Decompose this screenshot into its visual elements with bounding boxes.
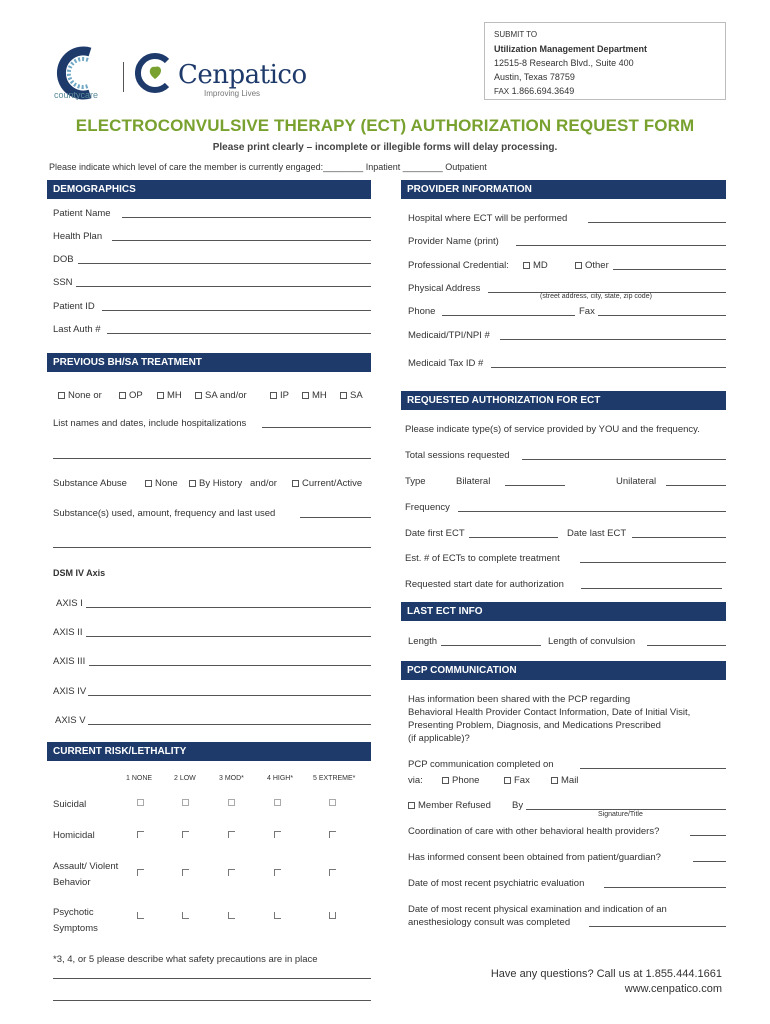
by-label: By [512, 800, 524, 811]
substance-used-label: Substance(s) used, amount, frequency and last used [53, 508, 276, 519]
homicidal-none-checkbox[interactable] [137, 831, 144, 838]
ip-mh-checkbox[interactable] [302, 392, 309, 399]
axis-1-field[interactable] [86, 607, 371, 608]
psych-eval-field[interactable] [604, 887, 726, 888]
psychotic-none-checkbox[interactable] [137, 912, 144, 919]
homicidal-high-checkbox[interactable] [274, 831, 281, 838]
previous-treatment-header: PREVIOUS BH/SA TREATMENT [47, 353, 371, 372]
member-refused-option[interactable]: Member Refused [408, 800, 491, 811]
axis-5-field[interactable] [88, 724, 371, 725]
footer-questions: Have any questions? Call us at 1.855.444.1661 [490, 968, 722, 980]
op-mh-checkbox[interactable] [157, 392, 164, 399]
none-checkbox[interactable] [58, 392, 65, 399]
axis-4-field[interactable] [88, 695, 371, 696]
risk-level-3: 3 MOD* [219, 775, 244, 782]
bilateral-field[interactable] [505, 485, 565, 486]
previous-ip-mh-option[interactable]: MH [302, 390, 327, 401]
hospital-label: Hospital where ECT will be performed [408, 213, 568, 224]
type-label: Type [405, 476, 426, 487]
via-phone-option[interactable]: Phone [442, 775, 479, 786]
substance-current-option[interactable]: Current/Active [292, 478, 362, 489]
patient-id-label: Patient ID [53, 301, 95, 312]
risk-homicidal-label: Homicidal [53, 830, 95, 841]
submit-to-box [484, 22, 726, 100]
health-plan-label: Health Plan [53, 231, 103, 242]
assault-extreme-checkbox[interactable] [329, 869, 336, 876]
assault-none-checkbox[interactable] [137, 869, 144, 876]
npi-field[interactable] [500, 339, 726, 340]
date-last-field[interactable] [632, 537, 726, 538]
dob-label: DOB [53, 254, 74, 265]
date-last-label: Date last ECT [567, 528, 627, 539]
previous-op-mh-option[interactable]: MH [157, 390, 182, 401]
suicidal-mod-checkbox[interactable] [228, 799, 235, 806]
other-checkbox[interactable] [575, 262, 582, 269]
previous-ip-sa-option[interactable]: SA [340, 390, 363, 401]
op-sa-checkbox[interactable] [195, 392, 202, 399]
submit-address-2: Austin, Texas 78759 [494, 72, 575, 82]
provider-name-field[interactable] [516, 245, 726, 246]
patient-name-field[interactable] [122, 217, 371, 218]
risk-psychotic-label-2: Symptoms [53, 923, 98, 934]
axis-2-label: AXIS II [53, 627, 83, 638]
patient-id-field[interactable] [102, 310, 371, 311]
address-label: Physical Address [408, 283, 481, 294]
tax-id-label: Medicaid Tax ID # [408, 358, 484, 369]
logo-divider [123, 62, 124, 92]
phone-field[interactable] [442, 315, 575, 316]
cenpatico-wordmark: Cenpatico [178, 60, 307, 90]
via-mail-option[interactable]: Mail [551, 775, 578, 786]
list-hospitalizations-label: List names and dates, include hospitalizations [53, 418, 247, 429]
axis-2-field[interactable] [86, 636, 371, 637]
last-auth-field[interactable] [107, 333, 371, 334]
pcp-question-3: Presenting Problem, Diagnosis, and Medications Prescribed [408, 720, 661, 731]
date-first-field[interactable] [469, 537, 558, 538]
risk-assault-label-2: Behavior [53, 877, 91, 888]
length-field[interactable] [441, 645, 541, 646]
unilateral-label: Unilateral [616, 476, 657, 487]
suicidal-high-checkbox[interactable] [274, 799, 281, 806]
via-label: via: [408, 775, 423, 786]
member-refused-checkbox[interactable] [408, 802, 415, 809]
frequency-label: Frequency [405, 502, 450, 513]
substance-none-checkbox[interactable] [145, 480, 152, 487]
credential-label: Professional Credential: [408, 260, 509, 271]
ect-header: REQUESTED AUTHORIZATION FOR ECT [401, 391, 726, 410]
ip-sa-checkbox[interactable] [340, 392, 347, 399]
suicidal-extreme-checkbox[interactable] [329, 799, 336, 806]
ect-indicate-text: Please indicate type(s) of service provided by YOU and the frequency. [405, 424, 700, 435]
substance-none-option[interactable]: None [145, 478, 178, 489]
risk-level-5: 5 EXTREME* [313, 775, 356, 782]
via-fax-checkbox[interactable] [504, 777, 511, 784]
hospital-field[interactable] [588, 222, 726, 223]
unilateral-field[interactable] [666, 485, 726, 486]
pcp-question-4: (if applicable)? [408, 733, 470, 744]
dob-field[interactable] [78, 263, 371, 264]
cenpatico-logo-icon [135, 53, 175, 93]
homicidal-mod-checkbox[interactable] [228, 831, 235, 838]
form-title: ELECTROCONVULSIVE THERAPY (ECT) AUTHORIZATION REQUEST FORM [75, 116, 695, 135]
pcp-completed-field[interactable] [580, 768, 726, 769]
coordination-label: Coordination of care with other behavioral health providers? [408, 826, 660, 837]
homicidal-extreme-checkbox[interactable] [329, 831, 336, 838]
psych-eval-label: Date of most recent psychiatric evaluation [408, 878, 585, 889]
risk-precautions-note: *3, 4, or 5 please describe what safety precautions are in place [53, 954, 318, 965]
ssn-label: SSN [53, 277, 73, 288]
total-sessions-field[interactable] [522, 459, 726, 460]
substance-used-line-2[interactable] [53, 547, 371, 548]
health-plan-field[interactable] [112, 240, 371, 241]
form-subtitle: Please print clearly – incomplete or illegible forms will delay processing. [212, 142, 558, 153]
axis-4-label: AXIS IV [53, 686, 87, 697]
pcp-question-2: Behavioral Health Provider Contact Information, Date of Initial Visit, [408, 707, 691, 718]
submit-address-1: 12515-8 Research Blvd., Suite 400 [494, 58, 634, 68]
precautions-field-1[interactable] [53, 978, 371, 979]
substance-abuse-label: Substance Abuse [53, 478, 127, 489]
est-ects-field[interactable] [580, 562, 726, 563]
previous-none-option[interactable]: None or [58, 390, 102, 401]
risk-suicidal-label: Suicidal [53, 799, 87, 810]
npi-label: Medicaid/TPI/NPI # [408, 330, 490, 341]
fax-label: Fax [579, 306, 595, 317]
consent-field[interactable] [693, 861, 726, 862]
substance-current-checkbox[interactable] [292, 480, 299, 487]
physical-exam-label-1: Date of most recent physical examination and indication of an [408, 904, 667, 915]
axis-3-label: AXIS III [53, 656, 86, 667]
length-label: Length [408, 636, 438, 647]
psychotic-low-checkbox[interactable] [182, 912, 189, 919]
convulsion-field[interactable] [647, 645, 726, 646]
signature-hint: Signature/Title [598, 811, 643, 818]
ip-checkbox[interactable] [270, 392, 277, 399]
substance-history-option[interactable]: By History [189, 478, 242, 489]
previous-op-option[interactable]: OP [119, 390, 143, 401]
psychotic-mod-checkbox[interactable] [228, 912, 235, 919]
submit-fax: FAX 1.866.694.3649 [494, 86, 575, 96]
credential-other-field[interactable] [613, 269, 726, 270]
risk-level-2: 2 LOW [174, 775, 196, 782]
total-sessions-label: Total sessions requested [405, 450, 510, 461]
last-ect-header: LAST ECT INFO [401, 602, 726, 621]
physical-exam-field[interactable] [589, 926, 726, 927]
credential-other-option[interactable]: Other [575, 260, 609, 271]
risk-level-1: 1 NONE [126, 775, 153, 782]
pcp-header: PCP COMMUNICATION [401, 661, 726, 680]
credential-md-option[interactable]: MD [523, 260, 548, 271]
risk-assault-label: Assault/ Violent [53, 861, 119, 872]
previous-op-sa-option[interactable]: SA and/or [195, 390, 247, 401]
dsm-axis-heading: DSM IV Axis [53, 568, 106, 578]
level-of-care-line: Please indicate which level of care the member is currently engaged:________ Inpatient ________ Outpatient [49, 162, 487, 172]
coordination-field[interactable] [690, 835, 726, 836]
last-auth-label: Last Auth # [53, 324, 101, 335]
risk-header: CURRENT RISK/LETHALITY [47, 742, 371, 761]
assault-low-checkbox[interactable] [182, 869, 189, 876]
ssn-field[interactable] [76, 286, 371, 287]
submit-label: SUBMIT TO [494, 30, 538, 39]
date-first-label: Date first ECT [405, 528, 465, 539]
assault-mod-checkbox[interactable] [228, 869, 235, 876]
signature-field[interactable] [526, 809, 726, 810]
demographics-header: DEMOGRAPHICS [47, 180, 371, 199]
pcp-completed-label: PCP communication completed on [408, 759, 554, 770]
substance-used-field[interactable] [300, 517, 371, 518]
psychotic-extreme-checkbox[interactable] [329, 912, 336, 919]
via-mail-checkbox[interactable] [551, 777, 558, 784]
axis-1-label: AXIS I [56, 598, 83, 609]
psychotic-high-checkbox[interactable] [274, 912, 281, 919]
frequency-field[interactable] [458, 511, 726, 512]
assault-high-checkbox[interactable] [274, 869, 281, 876]
phone-label: Phone [408, 306, 436, 317]
countycare-wordmark: countycare [54, 90, 99, 100]
suicidal-none-checkbox[interactable] [137, 799, 144, 806]
homicidal-low-checkbox[interactable] [182, 831, 189, 838]
list-hospitalizations-line-2[interactable] [53, 458, 371, 459]
footer-website[interactable]: www.cenpatico.com [624, 983, 722, 995]
patient-name-label: Patient Name [53, 208, 111, 219]
axis-3-field[interactable] [89, 665, 371, 666]
axis-5-label: AXIS V [55, 715, 86, 726]
suicidal-low-checkbox[interactable] [182, 799, 189, 806]
provider-header: PROVIDER INFORMATION [401, 180, 726, 199]
fax-field[interactable] [598, 315, 726, 316]
convulsion-label: Length of convulsion [548, 636, 636, 647]
submit-department: Utilization Management Department [494, 44, 648, 54]
start-date-field[interactable] [581, 588, 722, 589]
bilateral-label: Bilateral [456, 476, 491, 487]
substance-history-checkbox[interactable] [189, 480, 196, 487]
risk-level-4: 4 HIGH* [267, 775, 294, 782]
cenpatico-tagline: Improving Lives [204, 89, 261, 98]
precautions-field-2[interactable] [53, 1000, 371, 1001]
risk-psychotic-label: Psychotic [53, 907, 94, 918]
list-hospitalizations-field[interactable] [262, 427, 371, 428]
pcp-question-1: Has information been shared with the PCP regarding [408, 694, 631, 705]
physical-exam-label-2: anesthesiology consult was completed [408, 917, 571, 928]
tax-id-field[interactable] [491, 367, 726, 368]
via-phone-checkbox[interactable] [442, 777, 449, 784]
provider-name-label: Provider Name (print) [408, 236, 499, 247]
via-fax-option[interactable]: Fax [504, 775, 530, 786]
md-checkbox[interactable] [523, 262, 530, 269]
substance-andor-text: and/or [250, 478, 277, 489]
est-ects-label: Est. # of ECTs to complete treatment [405, 553, 560, 564]
start-date-label: Requested start date for authorization [405, 579, 564, 590]
op-checkbox[interactable] [119, 392, 126, 399]
address-hint: (street address, city, state, zip code) [540, 293, 652, 300]
previous-ip-option[interactable]: IP [270, 390, 289, 401]
consent-label: Has informed consent been obtained from patient/guardian? [408, 852, 661, 863]
